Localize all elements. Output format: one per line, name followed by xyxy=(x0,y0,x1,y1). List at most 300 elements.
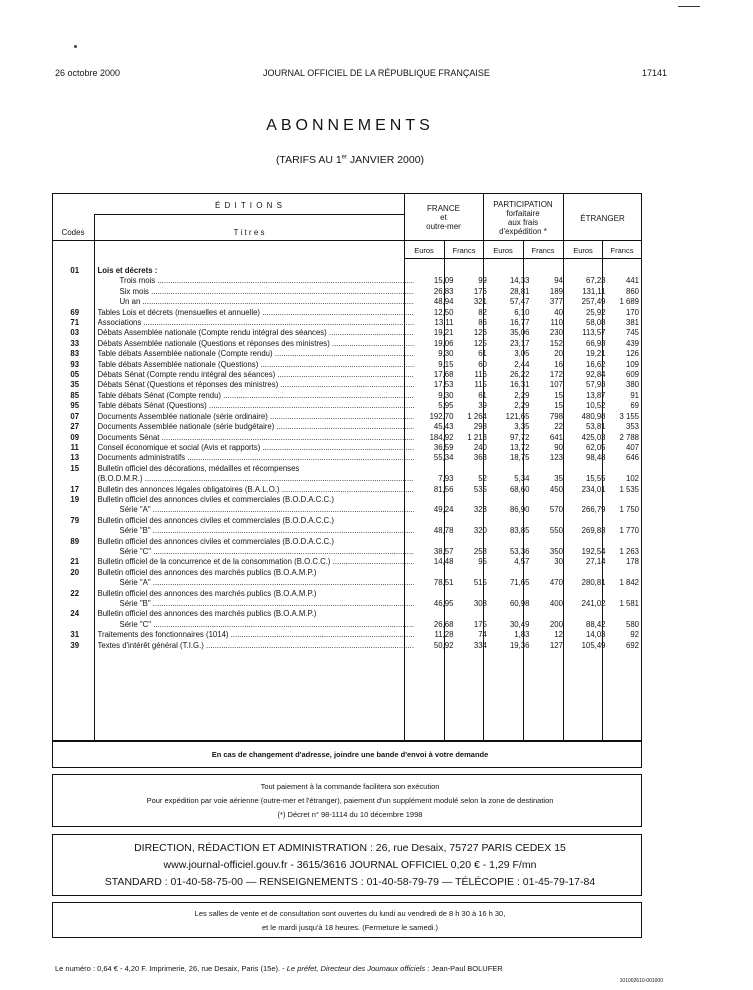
etranger-francs-value: 380 xyxy=(625,380,639,390)
participation-francs-value xyxy=(532,537,565,547)
table-row xyxy=(56,464,642,474)
france-francs-value: 52 xyxy=(478,474,487,484)
row-title-cell xyxy=(94,328,414,338)
france-euros-value xyxy=(414,266,457,276)
table-row xyxy=(56,620,642,630)
table-row xyxy=(56,526,642,536)
france-euros-value xyxy=(414,464,457,474)
participation-euros-value xyxy=(490,537,533,547)
payment-note-2: Pour expédition par voie aérienne (outre-mer et l'étranger), paiement d'un supplément modulé selon la zone de destination xyxy=(146,796,554,805)
table-row xyxy=(56,641,642,651)
france-euros-value: 48,94 xyxy=(433,297,454,307)
france-francs-value xyxy=(456,537,489,547)
row-title: Série "C" ..... xyxy=(98,547,414,557)
participation-euros-value: 86,90 xyxy=(509,505,530,515)
row-title: Trois mois ..... xyxy=(98,276,414,286)
participation-francs-value: 798 xyxy=(549,411,563,421)
etranger-euros-value: 234,01 xyxy=(581,484,606,494)
table-row xyxy=(56,412,642,422)
header-france xyxy=(404,204,483,231)
participation-euros-value: 16,77 xyxy=(509,318,530,328)
france-francs-value xyxy=(456,266,489,276)
row-title-cell xyxy=(94,505,414,515)
row-code: 33 xyxy=(70,338,80,348)
participation-francs-value: 641 xyxy=(549,432,563,442)
france-euros-value: 17,53 xyxy=(433,380,454,390)
etranger-francs-value: 1 750 xyxy=(619,505,639,515)
row-code xyxy=(56,620,94,630)
row-title: Bulletin officiel des annonces civiles et commerciales (B.O.D.A.C.C.) xyxy=(97,536,334,546)
row-code: 01 xyxy=(70,266,80,275)
row-title-cell xyxy=(94,630,414,640)
participation-francs-value xyxy=(532,609,565,619)
france-euros-value xyxy=(414,609,457,619)
row-title: Débats Assemblée nationale (Questions et réponses des ministres) ..... xyxy=(98,339,414,349)
france-francs-value: 116 xyxy=(474,370,487,380)
france-francs-value: 515 xyxy=(473,578,487,588)
participation-francs-value: 110 xyxy=(550,318,563,328)
etranger-francs-value: 407 xyxy=(625,442,639,452)
row-code: 85 xyxy=(70,390,80,400)
row-code: 05 xyxy=(70,370,80,380)
row-title: Tables Lois et décrets (mensuelles et annuelle) ..... xyxy=(98,308,414,318)
margin-mark xyxy=(74,45,77,48)
row-title-cell xyxy=(94,297,414,307)
participation-euros-value: 13,72 xyxy=(509,442,530,452)
france-euros-value: 26,68 xyxy=(433,619,454,629)
row-code: 03 xyxy=(70,328,80,338)
footer-imprint xyxy=(55,964,503,973)
unit-france-euros: Euros xyxy=(414,246,434,255)
etranger-euros-value: 88,42 xyxy=(585,619,606,629)
etranger-francs-value xyxy=(609,568,643,578)
row-title: Bulletin des annonces légales obligatoires (B.A.L.O.) ..... xyxy=(98,485,414,495)
participation-euros-value xyxy=(490,464,533,474)
participation-francs-value xyxy=(532,464,565,474)
etranger-euros-value: 19,21 xyxy=(585,349,606,359)
etranger-euros-value: 62,05 xyxy=(585,442,606,452)
payment-note-3: (*) Décret n° 98-1114 du 10 décembre 1998 xyxy=(277,810,423,819)
france-euros-value: 81,56 xyxy=(433,484,454,494)
page-subtitle xyxy=(0,154,700,166)
france-euros-value: 9,30 xyxy=(438,349,454,359)
row-code: 19 xyxy=(70,494,80,504)
participation-francs-value: 350 xyxy=(549,546,563,556)
etranger-francs-value xyxy=(609,537,643,547)
france-euros-value: 12,50 xyxy=(433,307,454,317)
etranger-euros-value: 113,57 xyxy=(582,328,606,338)
participation-euros-value: 2,29 xyxy=(514,390,530,400)
row-code: 27 xyxy=(70,422,80,432)
participation-euros-value: 2,44 xyxy=(514,359,530,369)
france-francs-value: 86 xyxy=(478,318,487,328)
table-row xyxy=(56,318,642,328)
participation-francs-value: 35 xyxy=(554,474,563,484)
participation-francs-value: 189 xyxy=(549,286,563,296)
participation-euros-value xyxy=(490,609,533,619)
etranger-francs-value: 381 xyxy=(625,318,639,328)
subtitle-prefix: (TARIFS AU 1 xyxy=(275,154,342,166)
france-francs-value: 535 xyxy=(473,484,487,494)
row-title: Table débats Assemblée nationale (Compte rendu) ..... xyxy=(98,349,414,359)
participation-euros-value xyxy=(490,589,533,599)
france-euros-value: 5,95 xyxy=(438,401,454,411)
row-code: 89 xyxy=(70,536,80,546)
table-row xyxy=(56,516,642,526)
table-row xyxy=(56,453,642,463)
table-row xyxy=(56,360,642,370)
table-row xyxy=(56,495,642,505)
row-title: Table débats Sénat (Compte rendu) ..... xyxy=(98,391,414,401)
header-date: 26 octobre 2000 xyxy=(55,68,121,78)
row-title: Débats Sénat (Questions et réponses des ministres) ..... xyxy=(98,380,414,390)
row-title: Traitements des fonctionnaires (1014) ..... xyxy=(98,630,414,640)
participation-francs-value: 16 xyxy=(554,359,563,369)
france-francs-value: 253 xyxy=(473,546,487,556)
row-title-cell xyxy=(94,401,414,411)
sales-box xyxy=(52,902,642,938)
france-francs-value: 176 xyxy=(473,286,487,296)
subtitle-suffix: JANVIER 2000) xyxy=(347,154,425,166)
france-francs-value xyxy=(456,495,489,505)
france-euros-value xyxy=(414,568,457,578)
etranger-euros-value: 192,54 xyxy=(581,546,606,556)
france-francs-value: 82 xyxy=(478,307,487,317)
row-title: Série "C" ..... xyxy=(98,620,414,630)
france-euros-value: 50,92 xyxy=(433,640,454,650)
table-row xyxy=(56,485,642,495)
france-euros-value: 7,93 xyxy=(438,474,454,484)
participation-francs-value: 20 xyxy=(554,349,563,359)
row-title-cell xyxy=(94,318,414,328)
row-title-cell xyxy=(94,453,414,463)
etranger-francs-value: 109 xyxy=(625,359,639,369)
france-francs-value xyxy=(456,609,489,619)
row-code: 09 xyxy=(70,432,80,442)
etranger-euros-value: 58,08 xyxy=(585,318,606,328)
row-title: Table débats Assemblée nationale (Questions) ..... xyxy=(98,360,414,370)
etranger-euros-value: 27,14 xyxy=(585,557,606,567)
row-title-cell xyxy=(94,495,414,505)
row-code xyxy=(56,505,94,515)
payment-note-1: Tout paiement à la commande facilitera son exécution xyxy=(260,782,440,791)
participation-euros-value: 53,36 xyxy=(509,546,530,556)
etranger-francs-value: 692 xyxy=(625,640,639,650)
row-title-cell xyxy=(94,609,414,619)
header-rule-1 xyxy=(94,214,404,215)
etranger-euros-value xyxy=(566,568,609,578)
table-row xyxy=(56,391,642,401)
row-title-cell xyxy=(94,620,414,630)
france-euros-value: 13,11 xyxy=(434,318,454,328)
etranger-francs-value: 1 842 xyxy=(619,578,639,588)
table-row xyxy=(56,568,642,578)
participation-euros-value: 35,06 xyxy=(509,328,530,338)
sales-hours-1: Les salles de vente et de consultation sont ouvertes du lundi au vendredi de 8 h 30 à 16 h 30, xyxy=(194,909,506,918)
header-france-line-1: FRANCE xyxy=(427,204,460,213)
header-participation-line-4: d'expédition * xyxy=(499,227,547,236)
table-row xyxy=(56,609,642,619)
participation-euros-value: 1,83 xyxy=(514,630,530,640)
row-title-cell xyxy=(94,516,414,526)
france-francs-value xyxy=(456,516,489,526)
france-euros-value xyxy=(414,537,457,547)
participation-francs-value: 230 xyxy=(549,328,563,338)
france-euros-value xyxy=(414,516,457,526)
row-title: Bulletin officiel des décorations, médailles et récompenses xyxy=(97,463,300,473)
etranger-francs-value: 92 xyxy=(630,630,639,640)
participation-euros-value: 2,29 xyxy=(514,401,530,411)
header-france-line-3: outre-mer xyxy=(426,222,461,231)
participation-francs-value: 450 xyxy=(549,484,563,494)
row-code: 21 xyxy=(70,557,80,567)
row-code: 79 xyxy=(70,515,80,525)
footer-imprint-name: : Jean-Paul BOLUFER xyxy=(425,964,503,973)
participation-francs-value: 30 xyxy=(554,557,563,567)
unit-etranger-francs: Francs xyxy=(610,246,634,255)
etranger-euros-value: 92,84 xyxy=(585,370,606,380)
row-title: Bulletin officiel des annonces des marchés publics (B.O.A.M.P.) xyxy=(97,588,317,598)
france-euros-value: 19,21 xyxy=(433,328,454,338)
participation-euros-value: 3,05 xyxy=(514,349,530,359)
france-francs-value xyxy=(456,589,489,599)
participation-euros-value: 60,98 xyxy=(509,599,530,608)
row-title-cell xyxy=(94,380,414,390)
row-code: 71 xyxy=(70,318,80,328)
france-euros-value: 192,70 xyxy=(429,411,454,421)
footer-barcode-number: 101002610-001000 xyxy=(619,978,663,984)
row-title: Conseil économique et social (Avis et rapports) ..... xyxy=(98,443,414,453)
france-francs-value: 323 xyxy=(473,505,487,515)
row-code: 15 xyxy=(70,463,80,473)
row-title-cell xyxy=(94,474,414,484)
row-code xyxy=(56,276,94,286)
etranger-euros-value xyxy=(566,495,609,505)
france-francs-value: 1 213 xyxy=(467,432,487,442)
etranger-euros-value: 480,98 xyxy=(581,411,606,421)
france-francs-value: 320 xyxy=(473,526,487,536)
participation-euros-value: 83,85 xyxy=(509,526,530,536)
row-title-cell xyxy=(94,433,414,443)
etranger-euros-value xyxy=(566,516,609,526)
etranger-euros-value: 98,48 xyxy=(585,453,606,463)
row-title: Bulletin officiel de la concurrence et de la consommation (B.O.C.C.) ..... xyxy=(98,557,414,567)
etranger-francs-value: 745 xyxy=(625,328,639,338)
table-row xyxy=(56,433,642,443)
participation-francs-value xyxy=(532,495,565,505)
france-francs-value: 334 xyxy=(473,640,487,650)
row-title-cell xyxy=(94,443,414,453)
participation-francs-value: 470 xyxy=(549,578,563,588)
row-title-cell xyxy=(94,370,414,380)
table-row xyxy=(56,547,642,557)
etranger-francs-value: 2 788 xyxy=(619,432,639,442)
etranger-francs-value: 102 xyxy=(625,474,639,484)
row-code xyxy=(56,297,94,307)
footer-imprint-director: Le préfet, Directeur des Journaux officiels xyxy=(286,964,426,973)
etranger-euros-value xyxy=(566,464,609,474)
row-title-cell xyxy=(94,485,414,495)
row-code xyxy=(56,526,94,536)
participation-euros-value: 26,22 xyxy=(509,370,530,380)
row-title: Bulletin officiel des annonces civiles et commerciales (B.O.D.A.C.C.) xyxy=(97,515,334,525)
row-title: Documents administratifs ..... xyxy=(98,453,414,463)
row-title: (B.O.D.M.R.) ..... xyxy=(98,474,414,484)
etranger-francs-value: 91 xyxy=(630,390,639,400)
france-francs-value: 298 xyxy=(473,422,487,432)
row-code xyxy=(56,474,94,484)
etranger-euros-value: 241,02 xyxy=(581,599,606,608)
corner-mark xyxy=(678,6,700,7)
etranger-francs-value: 646 xyxy=(625,453,639,463)
participation-francs-value: 12 xyxy=(554,630,563,640)
header-participation-line-3: aux frais xyxy=(507,218,539,227)
row-title-cell xyxy=(94,526,414,536)
participation-francs-value: 200 xyxy=(549,619,563,629)
etranger-euros-value: 257,49 xyxy=(581,297,606,307)
participation-euros-value: 57,47 xyxy=(509,297,530,307)
row-title-cell xyxy=(94,547,414,557)
table-row xyxy=(56,589,642,599)
header-participation-line-2: forfaitaire xyxy=(506,209,540,218)
etranger-euros-value: 67,23 xyxy=(585,276,606,286)
etranger-francs-value xyxy=(609,464,643,474)
row-title-cell xyxy=(94,349,414,359)
table-row xyxy=(56,276,642,286)
row-title-cell xyxy=(94,464,414,474)
table-row xyxy=(56,380,642,390)
row-code: 11 xyxy=(70,442,79,452)
row-title: Documents Assemblée nationale (série ordinaire) ..... xyxy=(98,412,414,422)
row-code: 31 xyxy=(70,630,80,640)
header-france-line-2: et xyxy=(440,213,447,222)
etranger-francs-value xyxy=(609,609,643,619)
etranger-francs-value: 1 535 xyxy=(619,484,639,494)
row-title-cell xyxy=(94,287,414,297)
france-francs-value xyxy=(456,464,489,474)
table-row xyxy=(56,339,642,349)
table-row xyxy=(56,537,642,547)
etranger-euros-value: 53,81 xyxy=(585,422,606,432)
direction-website: www.journal-officiel.gouv.fr - 3615/3616 JOURNAL OFFICIEL 0,20 € - 1,29 F/mn xyxy=(163,859,537,871)
table-row xyxy=(56,578,642,588)
france-euros-value: 78,51 xyxy=(433,578,454,588)
etranger-francs-value xyxy=(609,516,643,526)
unit-etranger-euros: Euros xyxy=(573,246,593,255)
row-title: Associations ..... xyxy=(98,318,414,328)
table-row xyxy=(56,422,642,432)
france-francs-value: 61 xyxy=(478,390,487,400)
etranger-euros-value xyxy=(566,589,609,599)
row-code: 20 xyxy=(70,567,80,577)
table-row xyxy=(56,328,642,338)
etranger-francs-value: 1 263 xyxy=(619,546,639,556)
row-code: 22 xyxy=(70,588,80,598)
row-title: Série "B" ..... xyxy=(98,526,414,536)
row-title-cell xyxy=(94,391,414,401)
france-francs-value: 175 xyxy=(473,619,487,629)
row-title-cell xyxy=(94,599,414,609)
participation-francs-value: 90 xyxy=(554,442,563,452)
row-title: Table débats Sénat (Questions) ..... xyxy=(98,401,414,411)
row-title: Documents Assemblée nationale (série budgétaire) ..... xyxy=(98,422,414,432)
etranger-euros-value: 66,93 xyxy=(585,338,606,348)
row-title-cell xyxy=(94,360,414,370)
row-code: 69 xyxy=(70,307,80,317)
table-row xyxy=(56,505,642,515)
etranger-euros-value: 15,55 xyxy=(585,474,606,484)
participation-francs-value: 94 xyxy=(554,276,563,286)
france-francs-value: 240 xyxy=(473,442,487,452)
direction-phones: STANDARD : 01-40-58-75-00 — RENSEIGNEMENTS : 01-40-58-79-79 — TÉLÉCOPIE : 01-45-79-17-84 xyxy=(104,876,596,888)
header-journal-title: JOURNAL OFFICIEL DE LA RÉPUBLIQUE FRANÇAISE xyxy=(263,68,490,78)
etranger-euros-value: 269,83 xyxy=(581,526,606,536)
france-francs-value xyxy=(456,568,489,578)
participation-euros-value: 5,34 xyxy=(514,474,530,484)
france-euros-value xyxy=(414,589,457,599)
etranger-francs-value: 170 xyxy=(625,307,639,317)
etranger-francs-value: 126 xyxy=(625,349,639,359)
unit-participation-euros: Euros xyxy=(493,246,513,255)
row-code: 07 xyxy=(70,411,80,421)
etranger-euros-value xyxy=(566,609,609,619)
row-title-cell xyxy=(94,266,414,276)
header-titres: T i t r e s xyxy=(233,228,265,237)
france-francs-value: 99 xyxy=(478,276,487,286)
france-francs-value: 321 xyxy=(473,297,487,307)
row-title: Un an ..... xyxy=(98,297,414,307)
row-title-cell xyxy=(94,339,414,349)
tariff-rows xyxy=(56,266,642,651)
france-euros-value: 45,43 xyxy=(433,422,454,432)
row-code: 24 xyxy=(70,609,80,619)
france-euros-value: 17,68 xyxy=(433,370,454,380)
participation-francs-value: 123 xyxy=(549,453,563,463)
etranger-francs-value: 439 xyxy=(625,338,639,348)
row-title: Débats Assemblée nationale (Compte rendu intégral des séances) ..... xyxy=(98,328,414,338)
sales-hours-2: et le mardi jusqu'à 18 heures. (Fermeture le samedi.) xyxy=(261,923,439,932)
participation-francs-value: 152 xyxy=(549,338,563,348)
row-code: 39 xyxy=(70,640,80,650)
row-title-cell xyxy=(94,412,414,422)
france-francs-value: 74 xyxy=(478,630,487,640)
participation-euros-value: 68,60 xyxy=(509,484,530,494)
etranger-euros-value: 266,79 xyxy=(581,505,606,515)
table-row xyxy=(56,630,642,640)
row-title-cell xyxy=(94,641,414,651)
header-etranger: ÉTRANGER xyxy=(580,214,625,223)
etranger-francs-value: 69 xyxy=(630,401,639,411)
participation-francs-value: 40 xyxy=(554,307,563,317)
header-codes: Codes xyxy=(61,228,85,237)
etranger-euros-value: 131,11 xyxy=(582,286,606,296)
france-euros-value: 26,83 xyxy=(433,286,454,296)
france-francs-value: 115 xyxy=(474,380,487,390)
france-francs-value: 363 xyxy=(473,453,487,463)
participation-francs-value: 550 xyxy=(549,526,563,536)
row-title-cell xyxy=(94,308,414,318)
france-euros-value: 38,57 xyxy=(433,546,454,556)
france-euros-value: 11,28 xyxy=(434,630,454,640)
participation-euros-value: 30,49 xyxy=(509,619,530,629)
participation-euros-value: 71,65 xyxy=(509,578,530,588)
france-euros-value: 49,24 xyxy=(433,505,454,515)
row-code: 35 xyxy=(70,380,80,390)
row-code xyxy=(56,287,94,297)
header-editions: É D I T I O N S xyxy=(214,201,284,210)
france-francs-value: 308 xyxy=(473,599,487,608)
header-participation-line-1: PARTICIPATION xyxy=(493,200,553,209)
